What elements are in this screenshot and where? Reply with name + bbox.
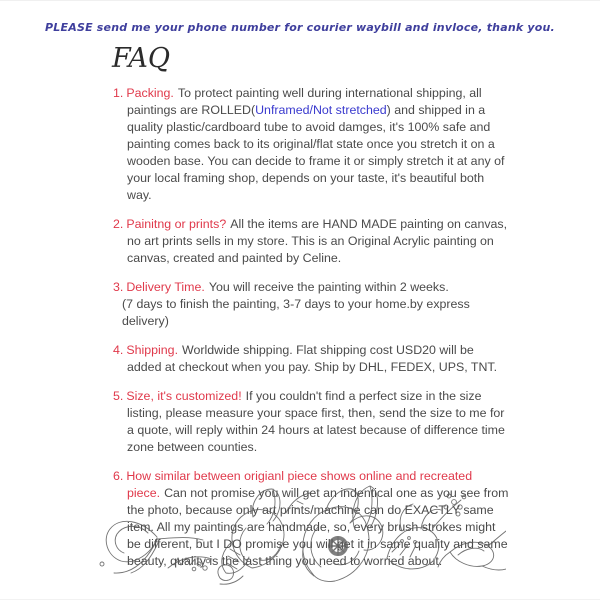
item-number: 2. [113,217,124,231]
item-number: 5. [113,389,124,403]
item-heading: Size, it's customized! [126,389,242,403]
floral-line-art-illustration [98,482,509,600]
item-body: ) and shipped in a quality plastic/cardboard tube to avoid damges, it's 100% safe and painting comes back to its original/flat state once you stretch it on a wooden base. You can decide to frame it or simply stretch it at any of your local framing shop, depends on your taste, it's beautiful both way. [127,103,505,202]
item-body: If you couldn't find a perfect size in the size listing, please measure your space first, then, send the size to me for a quote, will reply within 24 hours at latest because of difference time zone between counties. [127,389,505,454]
item-heading: How similar between origianl piece shows online and recreated piece. [126,469,473,500]
faq-item-size-customized [113,388,509,456]
flowers-sketch-svg [98,482,509,600]
unframed-highlight-text: Unframed/Not stretched [255,103,387,117]
delivery-time-note: (7 days to finish the painting, 3-7 days to your home.by express delivery) [122,297,470,328]
item-heading: Packing. [126,86,174,100]
faq-item-shipping [113,342,509,376]
faq-item-delivery-time [113,279,509,330]
item-number: 1. [113,86,124,100]
faq-item-painting-or-prints [113,216,509,267]
item-number: 6. [113,469,124,483]
item-number: 4. [113,343,124,357]
item-body: To protect painting well during international shipping, all paintings are ROLLED( [127,86,482,117]
page-title: FAQ [112,43,171,74]
item-heading: Painitng or prints? [126,217,227,231]
item-body: All the items are HAND MADE painting on canvas, no art prints sells in my store. This is an Original Acrylic painting on canvas, created and painted by Celine. [127,217,508,265]
courier-notice: PLEASE send me your phone number for courier waybill and invloce, thank you. [45,21,555,34]
item-body: Worldwide shipping. Flat shipping cost USD20 will be added at checkout when you pay. Ship by DHL, FEDEX, UPS, TNT. [127,343,498,374]
item-heading: Shipping. [126,343,179,357]
faq-item-packing [113,85,509,204]
item-body: Can not promise you will get an indentical one as you see from the photo, because only art prints/machine can do EXACTLY same item. All my paintings are handmade, so, every brush strokes might be different, but I DO promise you will get it in same quality and same beauty, quality is the last thing you need to worried about. [127,486,509,568]
item-number: 3. [113,280,124,294]
item-heading: Delivery Time. [126,280,205,294]
item-body: You will receive the painting within 2 weeks. [208,280,449,294]
